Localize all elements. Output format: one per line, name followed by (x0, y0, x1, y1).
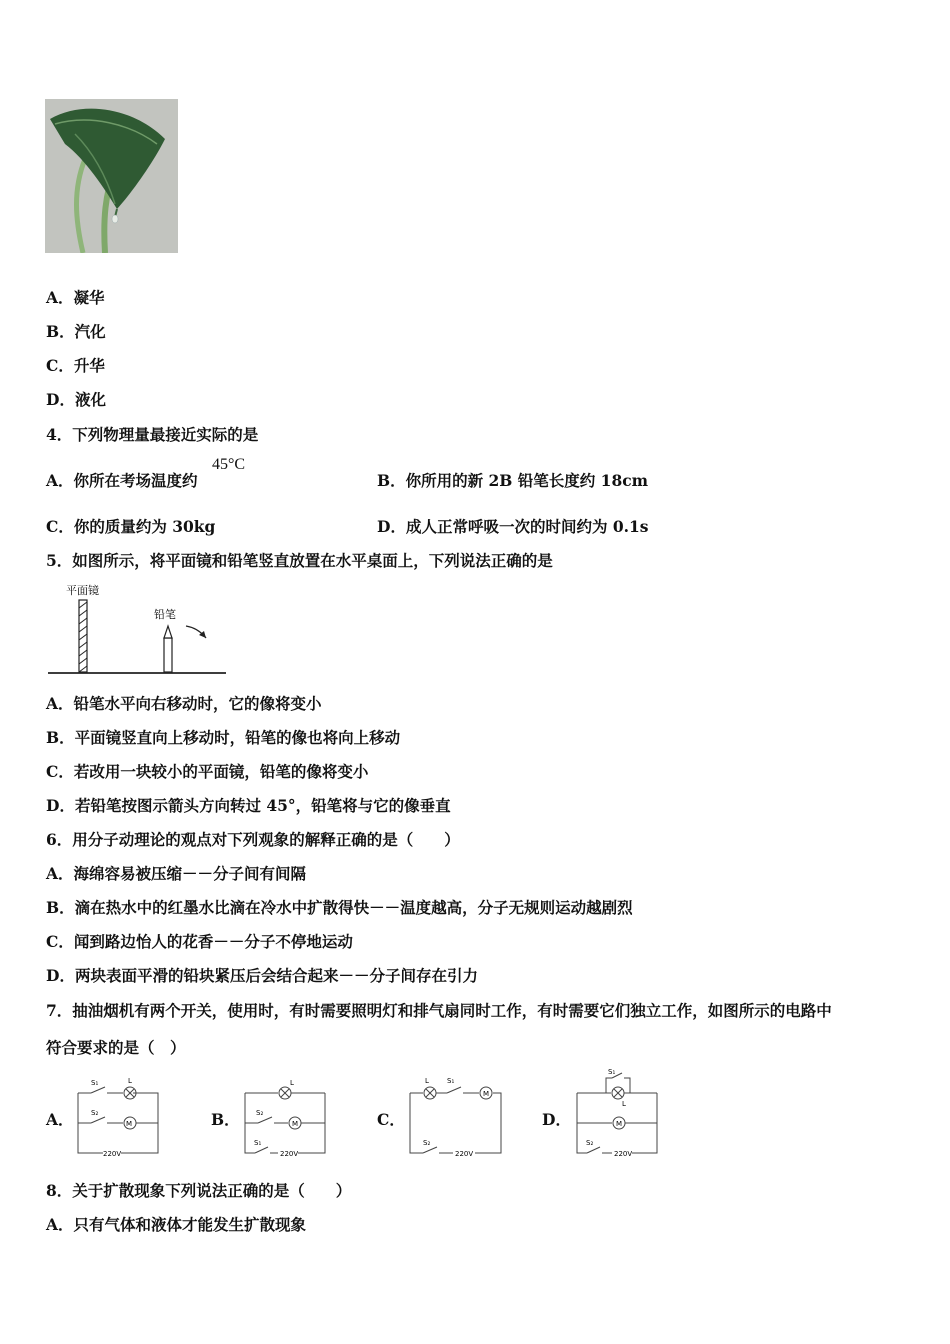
q4-option-c[interactable]: C．你的质量约为 30kg (46, 517, 216, 536)
q3-option-d[interactable]: D．液化 (46, 390, 106, 409)
q5-option-d[interactable]: D．若铅笔按图示箭头方向转过 45°，铅笔将与它的像垂直 (46, 796, 451, 815)
circuit-a-s1: S₁ (91, 1079, 99, 1087)
q4-option-b[interactable]: B．你所用的新 2B 铅笔长度约 18cm (377, 471, 649, 490)
q3-option-b[interactable]: B．汽化 (46, 322, 106, 341)
circuit-b[interactable] (240, 1073, 330, 1163)
q4-option-a[interactable]: A．你所在考场温度约 (46, 471, 198, 490)
q6-option-a[interactable]: A．海绵容易被压缩－－分子间有间隔 (46, 864, 307, 883)
circuit-d-s1: S₁ (608, 1068, 616, 1076)
circuit-b-voltage: 220V (280, 1150, 299, 1158)
circuit-b-s2: S₂ (256, 1109, 264, 1117)
mirror-pencil-figure (46, 578, 231, 678)
q7-stem-line2: 符合要求的是（ ） (46, 1038, 186, 1057)
pencil-label: 铅笔 (154, 608, 176, 621)
q6-option-d[interactable]: D．两块表面平滑的铅块紧压后会结合起来－－分子间存在引力 (46, 966, 478, 985)
q7-option-c-label[interactable]: C． (377, 1110, 405, 1129)
q6-option-c[interactable]: C．闻到路边怡人的花香－－分子不停地运动 (46, 932, 353, 951)
q8-option-a[interactable]: A．只有气体和液体才能发生扩散现象 (46, 1215, 307, 1234)
mirror-label: 平面镜 (66, 584, 99, 597)
circuit-d-voltage: 220V (614, 1150, 633, 1158)
circuit-a-motor: M (126, 1120, 133, 1128)
q4-option-a-value: 45°C (212, 456, 246, 473)
q3-option-c[interactable]: C．升华 (46, 356, 105, 375)
q5-option-c[interactable]: C．若改用一块较小的平面镜，铅笔的像将变小 (46, 762, 369, 781)
circuit-a[interactable] (73, 1073, 163, 1163)
circuit-a-s2: S₂ (91, 1109, 99, 1117)
circuit-d-lamp: L (622, 1100, 626, 1108)
circuit-d-motor: M (616, 1120, 623, 1128)
q5-option-b[interactable]: B．平面镜竖直向上移动时，铅笔的像也将向上移动 (46, 728, 401, 747)
circuit-d-s2: S₂ (586, 1139, 594, 1147)
circuit-a-voltage: 220V (103, 1150, 122, 1158)
circuit-a-lamp: L (128, 1077, 132, 1085)
q4-option-d[interactable]: D．成人正常呼吸一次的时间约为 0.1s (377, 517, 649, 536)
circuit-c-s2: S₂ (423, 1139, 431, 1147)
q7-option-b-label[interactable]: B． (211, 1110, 240, 1129)
q7-stem-line1: 7．抽油烟机有两个开关，使用时，有时需要照明灯和排气扇同时工作，有时需要它们独立工作，如图所示的电路中 (46, 1001, 832, 1020)
q7-option-a-label[interactable]: A． (46, 1110, 74, 1129)
circuit-b-s1: S₁ (254, 1139, 262, 1147)
circuit-c[interactable] (405, 1073, 505, 1163)
q6-option-b[interactable]: B．滴在热水中的红墨水比滴在冷水中扩散得快－－温度越高，分子无规则运动越剧烈 (46, 898, 633, 917)
q5-stem: 5．如图所示，将平面镜和铅笔竖直放置在水平桌面上，下列说法正确的是 (46, 551, 553, 570)
q6-stem: 6．用分子动理论的观点对下列观象的解释正确的是（ ） (46, 830, 460, 849)
q7-option-d-label[interactable]: D． (542, 1110, 571, 1129)
circuit-c-s1: S₁ (447, 1077, 455, 1085)
q8-stem: 8．关于扩散现象下列说法正确的是（ ） (46, 1181, 352, 1200)
circuit-b-motor: M (292, 1120, 299, 1128)
circuit-b-lamp: L (290, 1079, 294, 1087)
circuit-c-voltage: 220V (455, 1150, 474, 1158)
q4-stem: 4．下列物理量最接近实际的是 (46, 425, 259, 444)
circuit-c-lamp: L (425, 1077, 429, 1085)
q3-option-a[interactable]: A．凝华 (46, 288, 105, 307)
leaf-dewdrop-photo (45, 99, 178, 253)
circuit-d[interactable] (572, 1066, 662, 1163)
circuit-c-motor: M (483, 1090, 490, 1098)
q5-option-a[interactable]: A．铅笔水平向右移动时，它的像将变小 (46, 694, 322, 713)
